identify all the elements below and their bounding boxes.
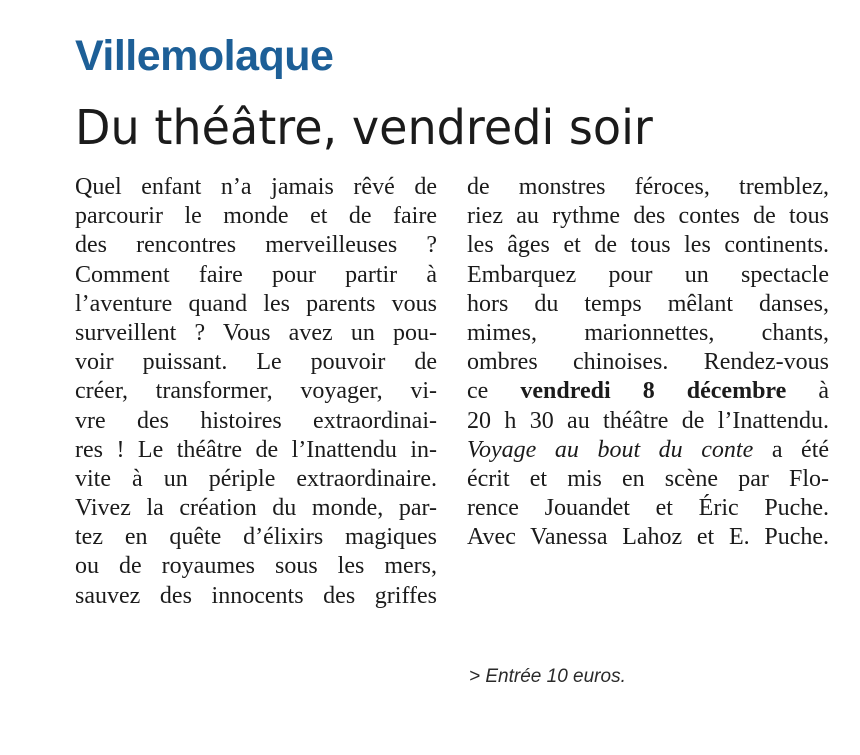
body-text: a été (771, 436, 830, 463)
body-line: les âges et de tous les continents. (467, 232, 829, 259)
body-line: tez en quête d’élixirs magiques (75, 524, 437, 551)
body-line: des rencontres merveilleuses ? (75, 232, 437, 259)
body-line: Comment faire pour partir à (75, 261, 437, 288)
body-line: Avec Vanessa Lahoz et E. Puche. (467, 524, 829, 551)
article-headline: Du théâtre, vendredi soir (75, 100, 653, 156)
article-column-left (75, 173, 437, 611)
body-line: parcourir le monde et de faire (75, 203, 437, 230)
body-line: vite à un périple extraordinaire. (75, 465, 437, 492)
body-line: l’aventure quand les parents vous (75, 290, 437, 317)
body-line: mimes, marionnettes, chants, (467, 319, 829, 346)
article-kicker: Villemolaque (75, 32, 334, 80)
body-line: écrit et mis en scène par Flo- (467, 465, 829, 492)
body-line: vre des histoires extraordinai- (75, 407, 437, 434)
body-line: surveillent ? Vous avez un pou- (75, 319, 437, 346)
body-line: Embarquez pour un spectacle (467, 261, 829, 288)
body-line: ou de royaumes sous les mers, (75, 553, 437, 580)
body-line: ombres chinoises. Rendez-vous (467, 349, 829, 376)
body-line: riez au rythme des contes de tous (467, 203, 829, 230)
body-line: créer, transformer, voyager, vi- (75, 378, 437, 405)
article-column-right (467, 173, 829, 552)
body-line: de monstres féroces, tremblez, (467, 174, 829, 200)
body-line: voir puissant. Le pouvoir de (75, 349, 437, 376)
body-line: Vivez la création du monde, par- (75, 495, 437, 522)
body-line: rence Jouandet et Éric Puche. (467, 495, 829, 522)
body-line: res ! Le théâtre de l’Inattendu in- (75, 436, 437, 463)
body-text: ce (467, 378, 489, 405)
event-date-line (467, 377, 829, 406)
show-title-line (467, 436, 829, 465)
ticket-price-info: > Entrée 10 euros. (469, 666, 626, 687)
show-title: Voyage au bout du conte (467, 436, 754, 463)
body-line: Quel enfant n’a jamais rêvé de (75, 174, 437, 200)
body-line: sauvez des innocents des griffes (75, 582, 437, 609)
body-line: hors du temps mêlant danses, (467, 290, 829, 317)
body-text: à (818, 378, 830, 405)
body-line: 20 h 30 au théâtre de l’Inattendu. (467, 407, 829, 434)
event-date: vendredi 8 décembre (520, 378, 787, 405)
